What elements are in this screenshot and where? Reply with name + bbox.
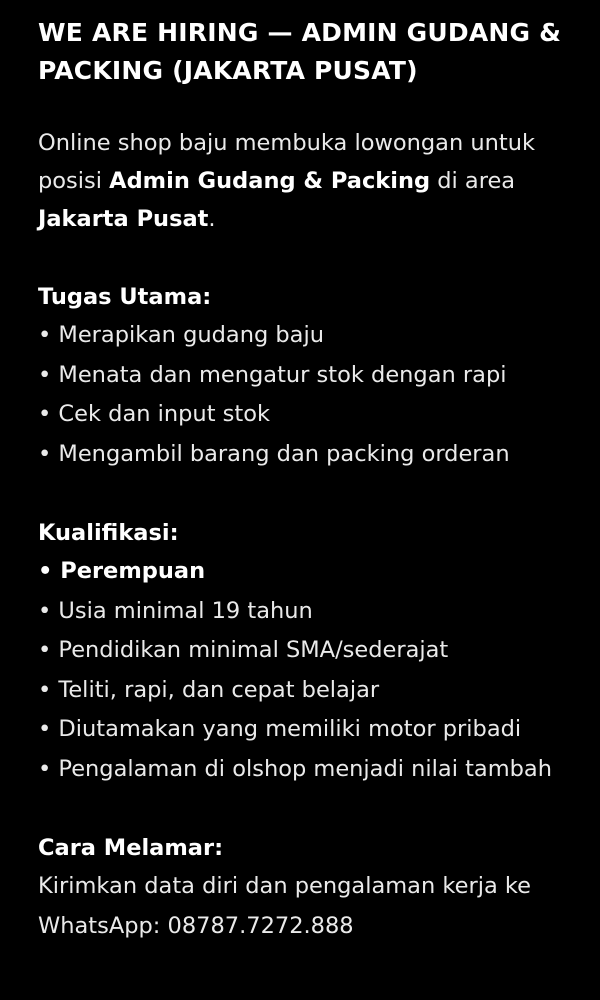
list-item: • Menata dan mengatur stok dengan rapi	[38, 361, 507, 388]
list-item: • Pendidikan minimal SMA/sederajat	[38, 637, 449, 663]
intro-text-part2: di area	[430, 168, 516, 194]
section-heading-apply: Cara Melamar:	[38, 835, 224, 861]
section-heading-qualifications: Kualifikasi:	[38, 520, 179, 546]
section-heading-tasks: Tugas Utama:	[38, 284, 212, 310]
intro-location: Jakarta Pusat	[38, 206, 209, 232]
page-title: WE ARE HIRING — ADMIN GUDANG & PACKING (JAKARTA PUSAT)	[38, 18, 562, 85]
qualifications-list	[38, 552, 562, 789]
list-item: • Merapikan gudang baju	[38, 322, 324, 348]
intro-position: Admin Gudang & Packing	[109, 168, 431, 194]
list-item: • Diutamakan yang memiliki motor pribadi	[38, 716, 522, 742]
list-item: • Pengalaman di olshop menjadi nilai tambah	[38, 755, 552, 782]
intro-text-part1: Online shop baju membuka lowongan untuk posisi	[38, 130, 535, 194]
list-item: • Cek dan input stok	[38, 401, 271, 427]
apply-instructions: Kirimkan data diri dan pengalaman kerja ke	[38, 873, 531, 899]
intro-paragraph	[38, 124, 562, 238]
tasks-list	[38, 316, 562, 474]
list-item: • Teliti, rapi, dan cepat belajar	[38, 676, 380, 703]
list-item: • Mengambil barang dan packing orderan	[38, 440, 510, 467]
intro-text-part3: .	[208, 206, 216, 232]
list-item: • Usia minimal 19 tahun	[38, 597, 313, 624]
apply-whatsapp: WhatsApp: 08787.7272.888	[38, 912, 354, 939]
list-item: • Perempuan	[38, 558, 206, 584]
